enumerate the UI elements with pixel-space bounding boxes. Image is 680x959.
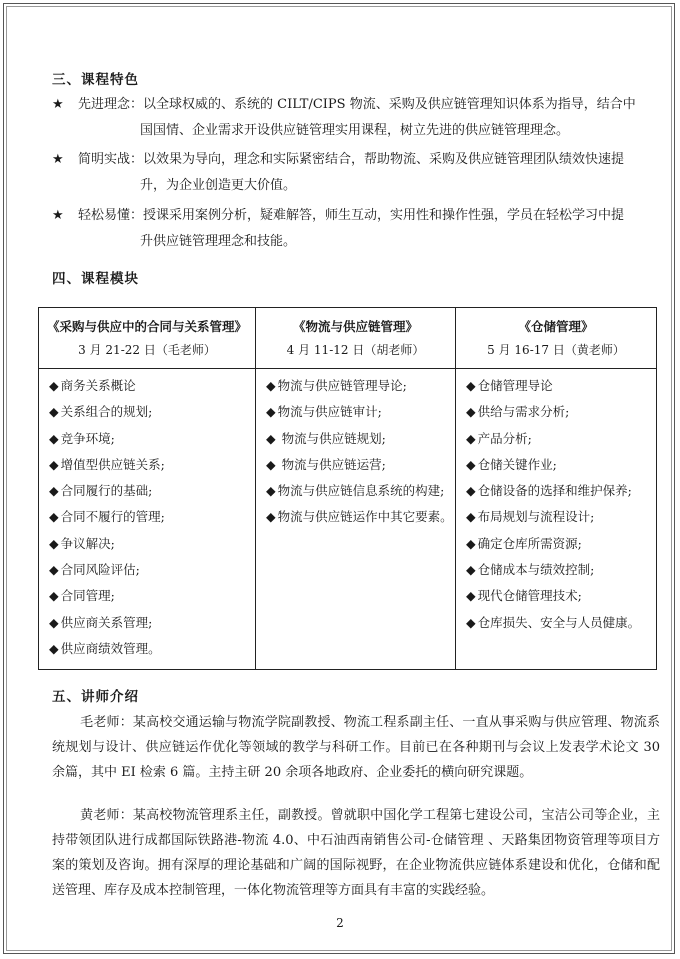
module-list-item (466, 478, 656, 504)
feature-text: 以全球权威的、系统的 CILT/CIPS 物流、采购及供应链管理知识体系为指导，结合中 (143, 97, 636, 112)
feature-item (52, 147, 652, 199)
diamond-bullet-icon: ◆ (466, 378, 476, 393)
module-date: 3 月 21-22 日（毛老师） (78, 343, 216, 357)
star-icon: ★ (52, 208, 64, 223)
lecturer-name: 毛老师： (80, 715, 133, 730)
module-item-text: 物流与供应链运营; (277, 456, 386, 472)
lecturer-text: 某高校物流管理系主任，副教授。曾就职中国化学工程第七建设公司，宝洁公司等企业，主持带领团队进行成都国际铁路港-物流 4.0、中石油西南销售公司-仓储管理 、天路集团物资管理等项目方案的策划及咨询。拥有深厚的理论基础和广阔的国际视野，在企业物流供应链体系建设和优化，仓储和配送管理、库存及成本控制管理，一体化物流管理等方面具有丰富的实践经验。 (52, 808, 660, 898)
module-list-item (266, 426, 455, 452)
module-list-item (466, 531, 656, 557)
module-column (39, 369, 256, 670)
module-list-item (466, 583, 656, 609)
module-item-text: 仓储设备的选择和维护保养; (477, 483, 632, 499)
module-list-item (266, 478, 455, 504)
module-list-item (49, 478, 255, 504)
diamond-bullet-icon: ◆ (266, 430, 276, 446)
module-item-text: 供应商关系管理; (60, 614, 153, 630)
module-list-item (266, 399, 455, 425)
lecturer-intro (52, 803, 660, 903)
page-number: 2 (336, 916, 344, 930)
module-item-text: 合同不履行的管理; (60, 509, 165, 525)
module-item-text: 争议解决; (60, 535, 115, 551)
lecturer-text: 某高校交通运输与物流学院副教授、物流工程系副主任、一直从事采购与供应管理、物流系统规划与设计、供应链运作优化等领域的教学与科研工作。目前已在各种期刊与会议上发表学术论文 30 余篇，其中 EI 检索 6 篇。主持主研 20 余项各地政府、企业委托的横向研究课题。 (52, 715, 660, 780)
module-title: 《仓储管理》 (518, 319, 594, 334)
diamond-bullet-icon: ◆ (266, 404, 276, 420)
modules-body-row (39, 369, 657, 670)
module-item-text: 合同风险评估; (60, 562, 140, 578)
feature-text: 以效果为导向，理念和实际紧密结合，帮助物流、采购及供应链管理团队绩效快速提 (143, 152, 625, 167)
lecturers-section-title: 五、讲师介绍 (52, 689, 139, 705)
diamond-bullet-icon: ◆ (49, 430, 59, 446)
module-list-item (266, 373, 455, 399)
diamond-bullet-icon: ◆ (266, 483, 276, 499)
module-item-text: 布局规划与流程设计; (477, 509, 595, 525)
module-item-text: 商务关系概论 (60, 378, 136, 393)
feature-label: 先进理念： (78, 97, 144, 112)
diamond-bullet-icon: ◆ (49, 378, 59, 393)
diamond-bullet-icon: ◆ (266, 509, 276, 525)
module-item-text: 仓储成本与绩效控制; (477, 562, 595, 578)
module-header (256, 308, 456, 369)
diamond-bullet-icon: ◆ (466, 483, 476, 499)
module-item-text: 仓储管理导论 (477, 378, 553, 393)
module-list-item (266, 504, 455, 530)
module-item-text: 确定仓库所需资源; (477, 535, 582, 551)
module-list-item (49, 399, 255, 425)
module-item-list (456, 373, 656, 636)
module-list-item (466, 610, 656, 636)
module-list-item (266, 452, 455, 478)
module-item-text: 产品分析; (477, 430, 532, 446)
module-item-list (256, 373, 455, 531)
module-item-text: 竞争环境; (60, 430, 115, 446)
module-list-item (49, 504, 255, 530)
module-item-text: 物流与供应链管理导论; (277, 378, 407, 393)
module-item-text: 合同履行的基础; (60, 483, 153, 499)
diamond-bullet-icon: ◆ (466, 588, 476, 604)
diamond-bullet-icon: ◆ (466, 535, 476, 551)
module-item-list (39, 373, 255, 662)
module-header (456, 308, 657, 369)
module-item-text: 现代仓储管理技术; (477, 588, 582, 604)
module-list-item (49, 610, 255, 636)
star-icon: ★ (52, 152, 64, 167)
diamond-bullet-icon: ◆ (466, 430, 476, 446)
module-title: 《采购与供应中的合同与关系管理》 (46, 319, 247, 334)
module-list-item (466, 452, 656, 478)
feature-text-cont: 升，为企业创造更大价值。 (140, 178, 297, 193)
module-item-text: 物流与供应链规划; (277, 430, 386, 446)
diamond-bullet-icon: ◆ (49, 588, 59, 604)
module-column (256, 369, 456, 670)
feature-text: 授课采用案例分析，疑难解答，师生互动，实用性和操作性强，学员在轻松学习中提 (143, 208, 625, 223)
module-list-item (466, 373, 656, 399)
module-date: 5 月 16-17 日（黄老师） (487, 343, 625, 357)
module-item-text: 增值型供应链关系; (60, 456, 165, 472)
feature-label: 轻松易懂： (78, 208, 144, 223)
modules-header-row (39, 308, 657, 369)
module-item-text: 合同管理; (60, 588, 115, 604)
diamond-bullet-icon: ◆ (49, 483, 59, 499)
diamond-bullet-icon: ◆ (49, 456, 59, 472)
diamond-bullet-icon: ◆ (49, 404, 59, 420)
module-item-text: 仓库损失、安全与人员健康。 (477, 614, 641, 630)
module-list-item (49, 557, 255, 583)
module-list-item (466, 557, 656, 583)
diamond-bullet-icon: ◆ (466, 614, 476, 630)
module-list-item (466, 399, 656, 425)
diamond-bullet-icon: ◆ (49, 640, 59, 656)
feature-text-cont: 国国情、企业需求开设供应链管理实用课程，树立先进的供应链管理理念。 (140, 123, 570, 138)
module-item-text: 物流与供应链信息系统的构建; (277, 483, 445, 499)
diamond-bullet-icon: ◆ (466, 509, 476, 525)
diamond-bullet-icon: ◆ (466, 456, 476, 472)
diamond-bullet-icon: ◆ (266, 378, 276, 393)
feature-label: 简明实战： (78, 152, 144, 167)
lecturer-intro (52, 710, 660, 785)
module-header (39, 308, 256, 369)
diamond-bullet-icon: ◆ (49, 509, 59, 525)
module-column (456, 369, 657, 670)
features-section-title: 三、课程特色 (52, 72, 139, 88)
module-item-text: 仓储关键作业; (477, 456, 557, 472)
module-item-text: 物流与供应链运作中其它要素。 (277, 509, 453, 525)
module-list-item (49, 531, 255, 557)
module-list-item (466, 426, 656, 452)
diamond-bullet-icon: ◆ (466, 404, 476, 420)
module-list-item (49, 426, 255, 452)
module-item-text: 关系组合的规划; (60, 404, 153, 420)
star-icon: ★ (52, 97, 64, 112)
module-list-item (49, 452, 255, 478)
feature-item (52, 203, 652, 255)
module-date: 4 月 11-12 日（胡老师） (286, 343, 425, 357)
diamond-bullet-icon: ◆ (266, 456, 276, 472)
module-item-text: 供给与需求分析; (477, 404, 570, 420)
module-title: 《物流与供应链管理》 (292, 319, 418, 334)
module-list-item (466, 504, 656, 530)
module-list-item (49, 583, 255, 609)
module-item-text: 供应商绩效管理。 (60, 640, 161, 656)
module-item-text: 物流与供应链审计; (277, 404, 382, 420)
diamond-bullet-icon: ◆ (49, 562, 59, 578)
modules-table (38, 307, 657, 670)
diamond-bullet-icon: ◆ (466, 562, 476, 578)
feature-item (52, 92, 652, 144)
module-list-item (49, 636, 255, 662)
lecturer-name: 黄老师： (80, 808, 133, 823)
modules-section-title: 四、课程模块 (52, 271, 139, 287)
diamond-bullet-icon: ◆ (49, 614, 59, 630)
module-list-item (49, 373, 255, 399)
diamond-bullet-icon: ◆ (49, 535, 59, 551)
feature-text-cont: 升供应链管理理念和技能。 (140, 234, 297, 249)
